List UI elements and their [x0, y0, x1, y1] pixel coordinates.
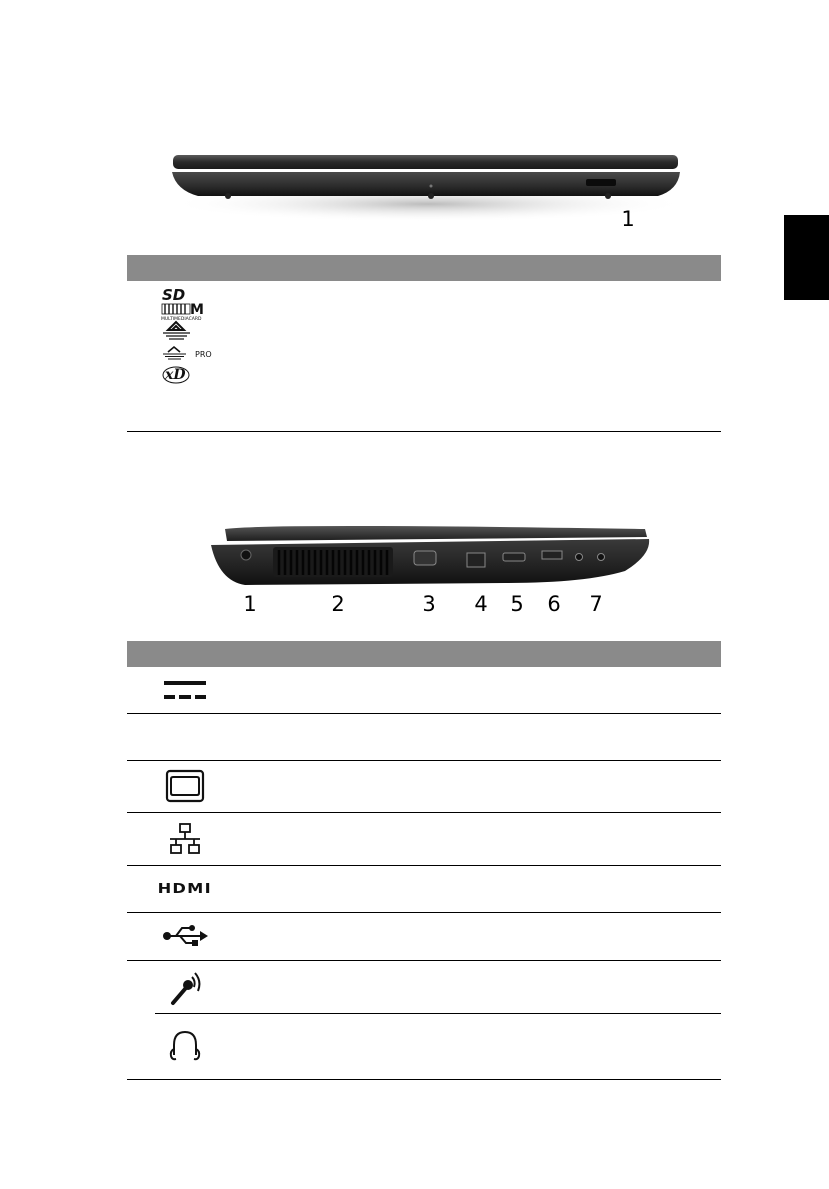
left-table-rule-6 — [127, 960, 721, 961]
table-row-5-icon — [155, 868, 215, 910]
left-table-rule-7a — [155, 1013, 721, 1014]
table-row-7-mic-icon — [155, 963, 215, 1011]
table-row-6-icon — [155, 914, 215, 958]
card-reader-logos — [160, 286, 230, 416]
table-row-7-headphone-icon — [155, 1016, 215, 1074]
svg-text:SD: SD — [162, 286, 186, 304]
memory-stick-pro-logo-icon — [163, 347, 212, 359]
sd-card-logo-icon — [162, 286, 185, 304]
left-callout-3: 3 — [422, 592, 436, 616]
left-callout-7: 7 — [589, 592, 603, 616]
front-table-bottom-rule — [127, 431, 721, 432]
microphone-icon — [167, 967, 203, 1007]
left-table-rule-2 — [127, 760, 721, 761]
hdmi-icon: HDMI — [157, 881, 213, 897]
headphones-icon — [168, 1027, 202, 1063]
left-table-rule-3 — [127, 812, 721, 813]
vga-monitor-icon — [165, 769, 205, 803]
left-callout-4: 4 — [474, 592, 488, 616]
ethernet-network-icon — [168, 822, 202, 856]
table-row-3-icon — [155, 763, 215, 809]
left-callout-2: 2 — [331, 592, 345, 616]
left-table-header — [127, 641, 721, 667]
table-row-4-icon — [155, 815, 215, 863]
svg-text:MULTIMEDIACARD: MULTIMEDIACARD — [161, 317, 202, 322]
svg-text:xD: xD — [165, 367, 186, 383]
svg-text:PRO: PRO — [195, 350, 212, 359]
front-table-header — [127, 255, 721, 281]
usb-icon — [162, 923, 208, 949]
left-table-bottom-rule — [127, 1079, 721, 1080]
section-thumb-tab — [784, 215, 829, 300]
memory-stick-logo-icon — [163, 322, 190, 339]
xd-picture-card-logo-icon — [163, 367, 189, 383]
left-callout-1: 1 — [243, 592, 257, 616]
left-table-rule-5 — [127, 912, 721, 913]
svg-text:M: M — [190, 302, 204, 318]
left-callout-6: 6 — [547, 592, 561, 616]
left-table-rule-4 — [127, 865, 721, 866]
left-table-rule-1 — [127, 713, 721, 714]
table-row-1-icon — [155, 670, 215, 712]
multimediacard-logo-icon — [161, 302, 204, 322]
front-callout-1: 1 — [621, 207, 635, 231]
left-callout-5: 5 — [510, 592, 524, 616]
dc-in-icon — [163, 678, 207, 704]
